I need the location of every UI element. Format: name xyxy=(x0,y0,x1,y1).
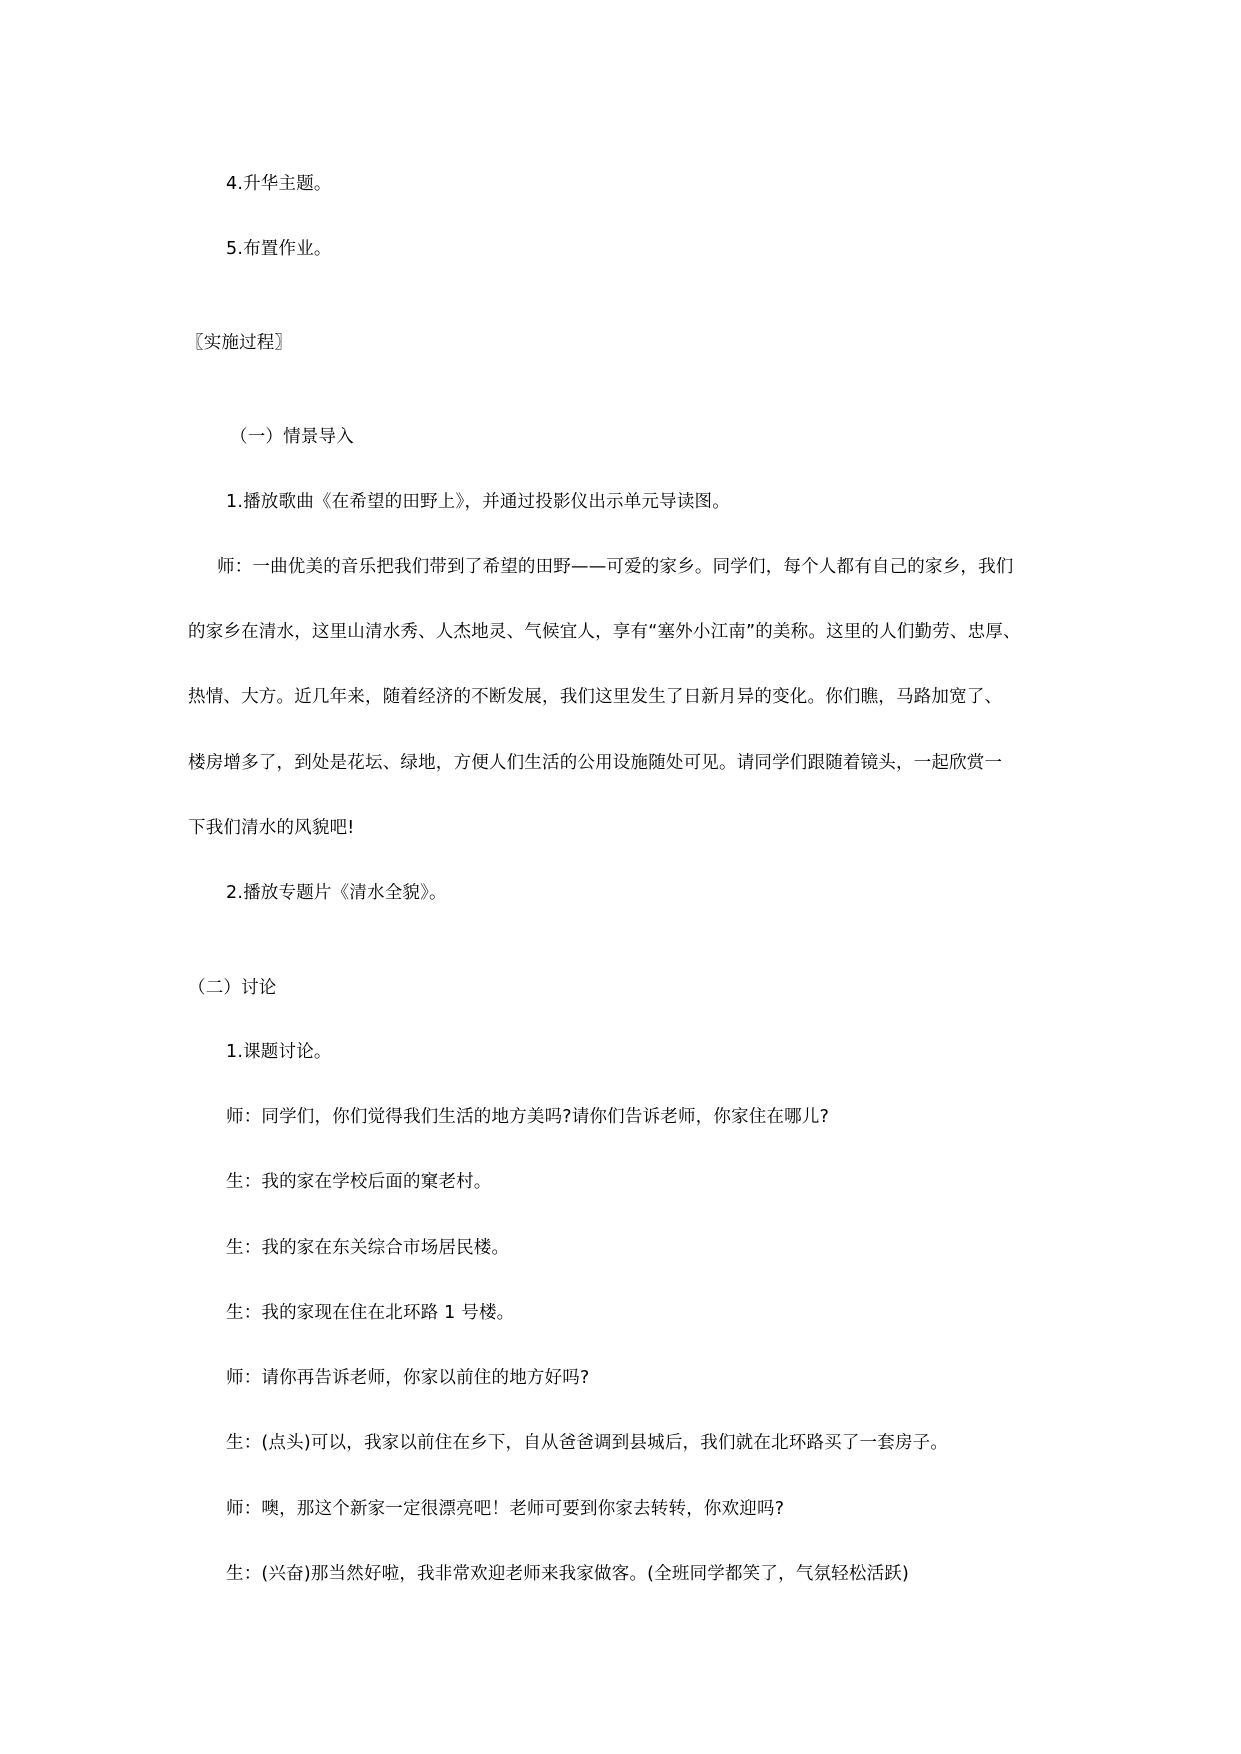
dialogue-line: 生：我的家现在住在北环路 1 号楼。 xyxy=(226,1303,515,1323)
dialogue-line: 生：(兴奋)那当然好啦，我非常欢迎老师来我家做客。(全班同学都笑了，气氛轻松活跃) xyxy=(226,1564,910,1584)
paragraph-line: 师：一曲优美的音乐把我们带到了希望的田野——可爱的家乡。同学们，每个人都有自己的家乡，我们 xyxy=(217,557,1014,577)
part-two-heading: （二）讨论 xyxy=(188,978,277,998)
dialogue-line: 师：同学们，你们觉得我们生活的地方美吗?请你们告诉老师，你家住在哪儿? xyxy=(226,1107,830,1127)
plan-item-4: 4.升华主题。 xyxy=(226,174,332,194)
section-heading: 〖实施过程〗 xyxy=(186,333,293,353)
paragraph-line: 楼房增多了，到处是花坛、绿地，方便人们生活的公用设施随处可见。请同学们跟随着镜头，一起欣赏一 xyxy=(188,753,1003,773)
dialogue-line: 师：噢，那这个新家一定很漂亮吧！老师可要到你家去转转，你欢迎吗? xyxy=(226,1499,785,1519)
part-one-item-1: 1.播放歌曲《在希望的田野上》，并通过投影仪出示单元导读图。 xyxy=(226,492,730,512)
plan-item-5: 5.布置作业。 xyxy=(226,239,332,259)
paragraph-line: 下我们清水的风貌吧! xyxy=(188,818,355,838)
dialogue-line: 生：(点头)可以，我家以前住在乡下，自从爸爸调到县城后，我们就在北环路买了一套房子。 xyxy=(226,1433,949,1453)
dialogue-line: 师：请你再告诉老师，你家以前住的地方好吗? xyxy=(226,1368,590,1388)
part-two-item-1: 1.课题讨论。 xyxy=(226,1042,332,1062)
dialogue-line: 生：我的家在学校后面的窠老村。 xyxy=(226,1172,492,1192)
paragraph-line: 的家乡在清水，这里山清水秀、人杰地灵、气候宜人，享有“塞外小江南”的美称。这里的人们勤劳、忠厚、 xyxy=(188,622,1021,642)
dialogue-line: 生：我的家在东关综合市场居民楼。 xyxy=(226,1238,510,1258)
part-one-item-2: 2.播放专题片《清水全貌》。 xyxy=(226,883,447,903)
part-one-heading: （一）情景导入 xyxy=(230,427,354,447)
paragraph-line: 热情、大方。近几年来，随着经济的不断发展，我们这里发生了日新月异的变化。你们瞧，马路加宽了、 xyxy=(188,687,1003,707)
